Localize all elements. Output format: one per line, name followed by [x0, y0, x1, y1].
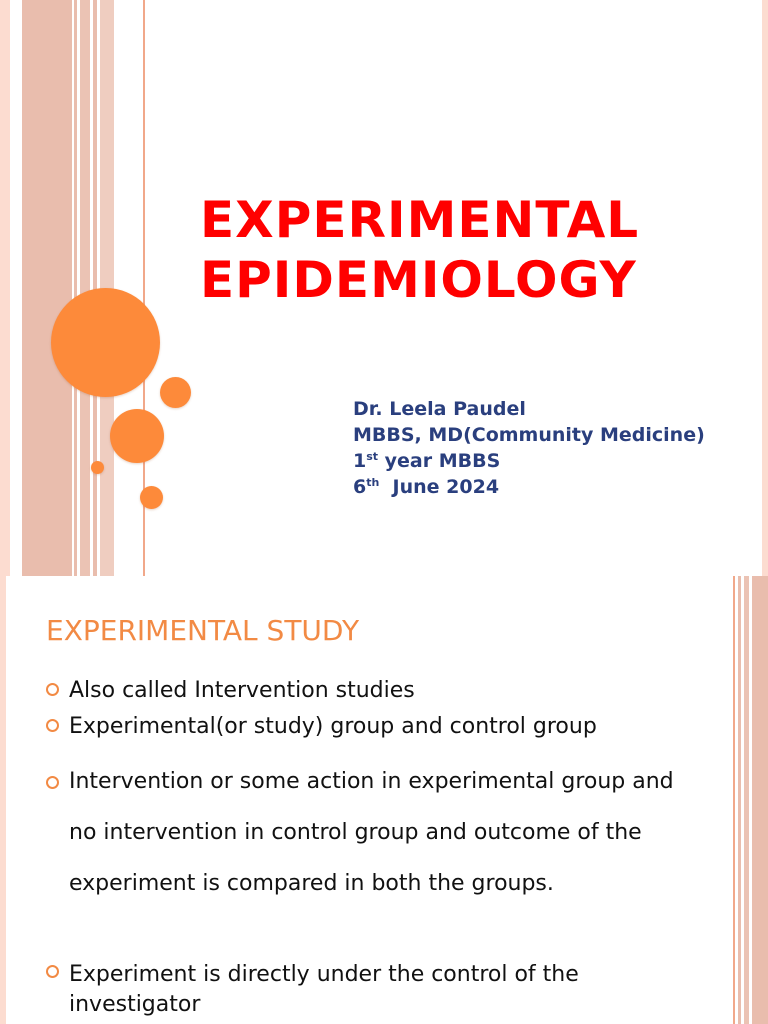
bullet-text: Experimental(or study) group and control group	[69, 714, 597, 739]
decor-stripe	[744, 576, 749, 1024]
ring-bullet-icon	[46, 965, 59, 978]
slide-heading: EXPERIMENTAL STUDY	[46, 614, 360, 647]
year-suffix: st	[366, 450, 379, 463]
title-line: EPIDEMIOLOGY	[200, 251, 637, 309]
decor-circle-small	[140, 486, 163, 509]
slide-title	[200, 190, 720, 310]
decor-stripe	[22, 0, 72, 576]
presenter-info	[353, 396, 763, 500]
date-text: June 2024	[379, 476, 500, 498]
content-slide	[0, 576, 768, 1024]
decor-circle-large	[51, 288, 160, 397]
date-suffix: th	[366, 476, 380, 489]
year-text: year MBBS	[378, 450, 501, 472]
presenter-year	[353, 448, 763, 474]
ring-bullet-icon	[46, 776, 59, 789]
title-line: EXPERIMENTAL	[200, 191, 640, 249]
bullet-text: Also called Intervention studies	[69, 678, 415, 703]
presenter-name: Dr. Leela Paudel	[353, 398, 526, 420]
decor-stripe	[738, 576, 741, 1024]
decor-stripe	[752, 576, 768, 1024]
bullet-text: Intervention or some action in experimental group and no intervention in control group and outcome of the experiment is compared in both the groups.	[69, 769, 674, 896]
left-edge-band	[0, 0, 10, 576]
year-number: 1	[353, 450, 367, 472]
ring-bullet-icon	[46, 683, 59, 696]
date-day: 6	[353, 476, 367, 498]
decor-stripe	[74, 0, 77, 576]
bullet-text: Experiment is directly under the control of the investigator	[69, 962, 579, 1017]
decor-circle-tiny	[91, 461, 104, 474]
left-edge-band	[0, 576, 6, 1024]
ring-bullet-icon	[46, 719, 59, 732]
presentation-date	[353, 474, 763, 500]
decor-stripe	[733, 576, 735, 1024]
decor-stripe	[80, 0, 90, 576]
decor-circle-medium	[110, 409, 164, 463]
presenter-degree: MBBS, MD(Community Medicine)	[353, 424, 705, 446]
decor-circle-small	[160, 377, 191, 408]
